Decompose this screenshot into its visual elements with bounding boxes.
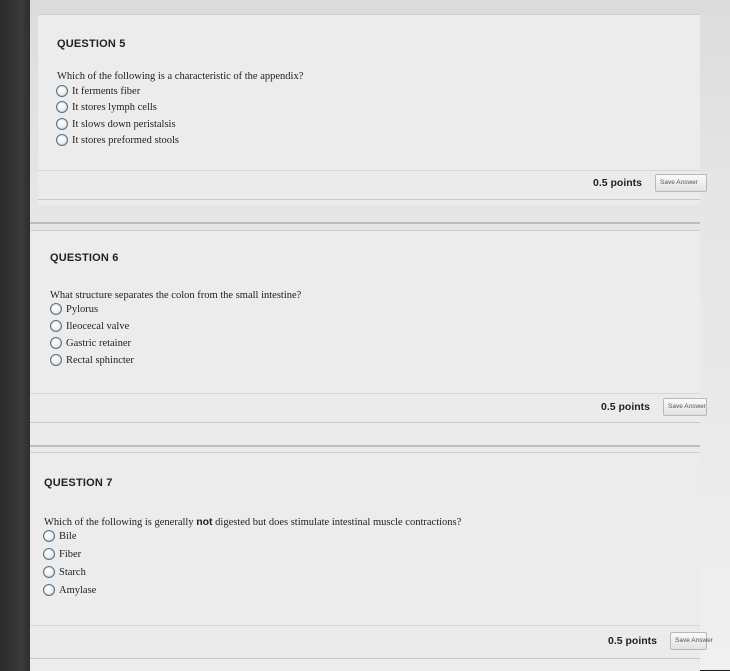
radio-button[interactable] — [50, 337, 62, 349]
radio-button[interactable] — [56, 85, 68, 97]
question-5-option-3[interactable] — [56, 116, 176, 132]
section-divider — [30, 445, 700, 447]
question-6-prompt: What structure separates the colon from the small intestine? — [50, 290, 302, 301]
prompt-text-end: digested but does stimulate intestinal muscle contractions? — [212, 517, 462, 528]
question-6-header: QUESTION 6 — [50, 252, 119, 264]
question-7-points: 0.5 points — [608, 635, 658, 647]
option-label: It stores preformed stools — [72, 134, 180, 146]
option-label: Fiber — [59, 548, 82, 560]
question-5-option-2[interactable] — [56, 99, 157, 115]
option-label: It slows down peristalsis — [72, 118, 176, 130]
question-7-option-3[interactable] — [43, 564, 86, 580]
radio-button[interactable] — [56, 101, 68, 113]
option-label: Rectal sphincter — [66, 354, 134, 366]
question-7-option-2[interactable] — [43, 546, 81, 562]
radio-button[interactable] — [56, 118, 68, 130]
question-6-save-button[interactable]: Save Answer — [663, 398, 707, 416]
question-7-option-4[interactable] — [43, 582, 96, 598]
prompt-emphasis: not — [196, 516, 213, 528]
question-5-points: 0.5 points — [593, 177, 643, 189]
question-5-option-4[interactable] — [56, 132, 179, 148]
option-label: Ileocecal valve — [66, 320, 130, 332]
option-label: Gastric retainer — [66, 337, 132, 349]
option-label: It ferments fiber — [72, 85, 141, 97]
radio-button[interactable] — [43, 584, 55, 596]
option-label: Starch — [59, 566, 86, 578]
question-5-prompt: Which of the following is a characteristic of the appendix? — [57, 71, 304, 82]
option-label: Bile — [59, 530, 77, 542]
option-label: Amylase — [59, 584, 97, 596]
question-5-option-1[interactable] — [56, 83, 140, 99]
radio-button[interactable] — [50, 354, 62, 366]
radio-button[interactable] — [43, 548, 55, 560]
quiz-page — [30, 0, 730, 670]
option-label: Pylorus — [66, 303, 99, 315]
question-7-option-1[interactable] — [43, 528, 77, 544]
radio-button[interactable] — [43, 566, 55, 578]
option-label: It stores lymph cells — [72, 101, 157, 113]
radio-button[interactable] — [56, 134, 68, 146]
question-6-footer — [30, 393, 700, 423]
radio-button[interactable] — [50, 303, 62, 315]
question-7-footer — [30, 625, 700, 659]
radio-button[interactable] — [43, 530, 55, 542]
question-6-points: 0.5 points — [601, 401, 651, 413]
question-7-prompt — [44, 516, 461, 528]
radio-button[interactable] — [50, 320, 62, 332]
prompt-text-start: Which of the following is generally — [44, 517, 197, 528]
section-divider — [30, 222, 700, 224]
question-6-option-3[interactable] — [50, 335, 131, 351]
question-5-save-button[interactable]: Save Answer — [655, 174, 707, 192]
question-6-option-4[interactable] — [50, 352, 134, 368]
question-7-header: QUESTION 7 — [44, 477, 113, 489]
question-5-header: QUESTION 5 — [57, 38, 126, 50]
question-7-save-button[interactable]: Save Answer — [670, 632, 707, 650]
question-6-option-1[interactable] — [50, 301, 98, 317]
question-6-option-2[interactable] — [50, 318, 129, 334]
